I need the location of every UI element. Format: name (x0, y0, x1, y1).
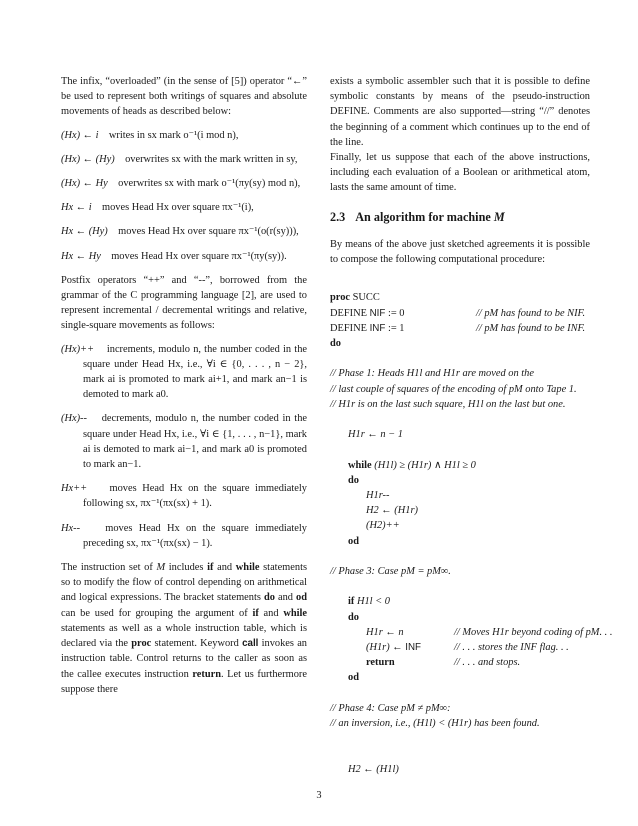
right-column (330, 74, 613, 777)
code-comment: // an inversion, i.e., (H1l) < (H1r) has been found. (330, 718, 540, 730)
section-symbol: M (493, 209, 505, 224)
op-desc: moves Head Hx on the square immediately following sx, πx⁻¹(πx(sx) + 1). (83, 483, 307, 510)
code-line-assign: H2 ← (H1l) (348, 763, 399, 775)
op-desc: overwrites sx with the mark written in sy, (125, 153, 298, 165)
section-heading (330, 210, 590, 225)
op-lhs: (Hx) ← i (61, 129, 99, 141)
op-lhs: (Hx) ← (Hy) (61, 153, 115, 165)
code-line-do: do (348, 611, 359, 623)
op-move-const (61, 200, 307, 215)
op-lhs: (Hx)-- (61, 413, 87, 425)
timing-paragraph: Finally, let us suppose that each of the above instructions, including each evaluation of a Boolean or arithmetical atom, lasts the same amount of time. (330, 152, 590, 194)
assembler-paragraph: exists a symbolic assembler such that it is possible to define symbolic constants by means of the pseudo-instruction DEFINE. Comments are also supported—string “//” denotes the beginning of a comment which continues up to the end of the line. (330, 76, 590, 148)
section-title: An algorithm for machine (355, 209, 494, 224)
page-number: 3 (316, 790, 322, 801)
code-line-statement: H1r ← n // Moves H1r beyond coding of pM. . . (366, 626, 613, 638)
code-line-statement: (H2)++ (366, 520, 400, 532)
op-write-pos (61, 176, 307, 191)
op-move-pos (61, 249, 307, 264)
code-line-od: od (348, 535, 359, 547)
code-comment: // Phase 3: Case pM = pM∞. (330, 566, 451, 578)
code-line-od: od (348, 672, 359, 684)
section-number: 2.3 (330, 209, 346, 224)
op-lhs: Hx ← (Hy) (61, 226, 108, 238)
op-desc: moves Head Hx over square πx⁻¹(i), (101, 202, 254, 214)
procedure-listing (330, 275, 613, 777)
code-line-statement: H1r-- (366, 490, 390, 502)
op-write-copy (61, 152, 307, 167)
instruction-set-paragraph: The instruction set of M includes if and while statements so to modify the flow of control depending on arithmetical and logical expressions. The bracket statements do and od can be used for grouping the argument of if and while statements as well as a whole instruction table, which is declared via the proc statement. Keyword call invokes an instruction table. Control returns to the caller as soon as the callee executes instruction return. Let us furthermore suppose there (61, 562, 308, 695)
code-comment: // Phase 1: Heads H1l and H1r are moved on the (330, 368, 534, 380)
code-comment: // last couple of squares of the encoding of pM onto Tape 1. (330, 383, 577, 395)
op-desc: moves Head Hx over square πx⁻¹(πy(sy)). (111, 250, 287, 262)
op-head-backward (61, 521, 307, 551)
postfix-intro-paragraph: Postfix operators “++” and “--”, borrowed from the grammar of the C programming language [2], are used to represent incremental / decremental writings and relative, single-square movements as follows: (61, 274, 307, 332)
op-decrement (61, 411, 307, 472)
code-line-do: do (330, 338, 341, 350)
op-lhs: Hx ← i (61, 202, 92, 214)
procedure-intro-paragraph: By means of the above just sketched agreements it is possible to compose the following computational procedure: (330, 238, 590, 266)
op-move-read (61, 224, 307, 239)
intro-paragraph: The infix, “overloaded” (in the sense of [5]) operator “←” be used to represent both writings of squares and absolute movements of heads as described below: (61, 76, 307, 118)
left-column (61, 74, 307, 697)
op-desc: moves Head Hx on the square immediately preceding sx, πx⁻¹(πx(sx) − 1). (83, 522, 308, 549)
code-line-do: do (348, 474, 359, 486)
op-lhs: Hx ← Hy (61, 250, 101, 262)
code-line-statement: (H1r) ← INF // . . . stores the INF flag. . . (366, 642, 569, 654)
op-lhs: (Hx) ← Hy (61, 178, 108, 190)
op-head-forward (61, 481, 307, 511)
op-lhs: (Hx)++ (61, 343, 95, 355)
op-desc: moves Head Hx over square πx⁻¹(o(r(sy))), (118, 226, 299, 238)
code-line-statement: H2 ← (H1r) (366, 505, 418, 517)
op-desc: increments, modulo n, the number coded in the square under Head Hx, i.e., ∀i ∈ {0, . . . , n − 2}, mark ai is promoted to mark ai+1, and mark an−1 is demoted to mark a0. (83, 343, 307, 401)
op-desc: overwrites sx with mark o⁻¹(πy(sy) mod n), (118, 178, 301, 190)
op-lhs: Hx-- (61, 522, 81, 534)
code-line-proc: proc SUCC (330, 292, 380, 304)
code-line-define-nif: DEFINE NIF := 0 // pM has found to be NIF. (330, 307, 586, 319)
code-line-if: if H1l < 0 (348, 596, 390, 608)
code-comment: // Phase 4: Case pM ≠ pM∞: (330, 702, 451, 714)
op-increment (61, 342, 307, 403)
code-line-assign: H1r ← n − 1 (348, 429, 403, 441)
code-line-statement: return // . . . and stops. (366, 657, 521, 669)
op-desc: decrements, modulo n, the number coded in the square under Head Hx, i.e., ∀i ∈ {1, . . . , n−1}, mark ai is demoted to mark ai−1, and mark a0 is promoted to mark an−1. (83, 413, 308, 471)
code-line-while: while (H1l) ≥ (H1r) ∧ H1l ≥ 0 (348, 459, 476, 471)
code-line-define-inf: DEFINE INF := 1 // pM has found to be INF. (330, 322, 586, 334)
op-lhs: Hx++ (61, 483, 88, 495)
code-comment: // H1r is on the last such square, H1l on the last but one. (330, 398, 566, 410)
op-write-const (61, 128, 307, 143)
op-desc: writes in sx mark o⁻¹(i mod n), (108, 129, 239, 141)
